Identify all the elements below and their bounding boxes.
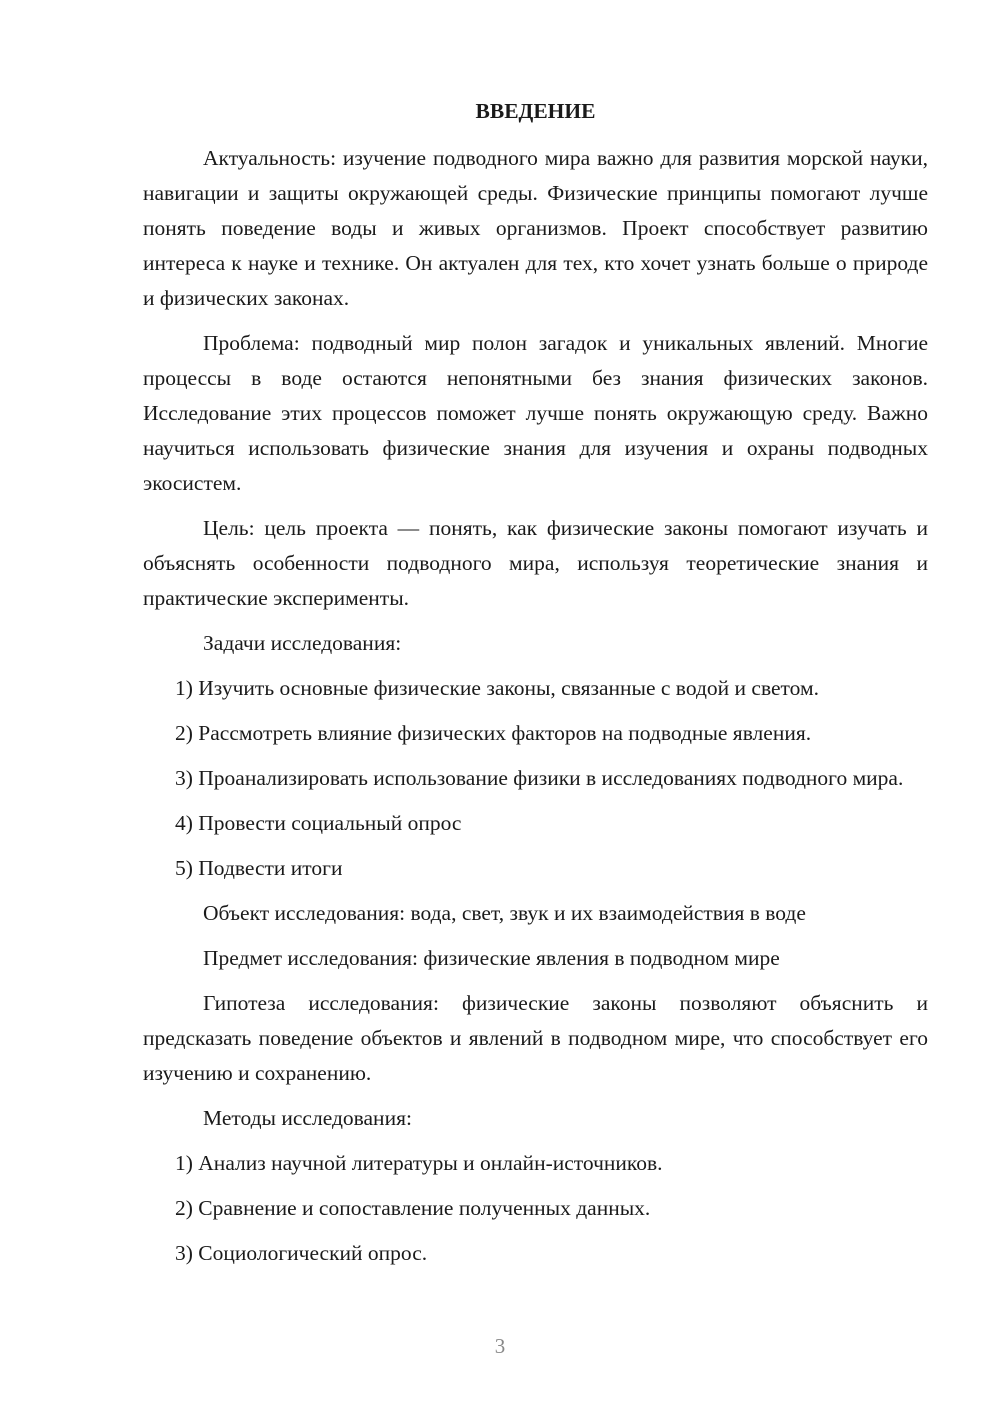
- task-item: 2) Рассмотреть влияние физических факторов на подводные явления.: [175, 721, 812, 745]
- hypothesis-paragraph: Гипотеза исследования: физические законы позволяют объяснить и предсказать поведение объектов и явлений в подводном мире, что способствует его изучению и сохранению.: [143, 991, 928, 1085]
- problem-paragraph: Проблема: подводный мир полон загадок и уникальных явлений. Многие процессы в воде остаются непонятными без знания физических законов. Исследование этих процессов поможет лучше понять окружающую среду. Важно научиться использовать физические знания для изучения и охраны подводных экосистем.: [143, 331, 928, 495]
- task-item: 3) Проанализировать использование физики в исследованиях подводного мира.: [175, 766, 904, 790]
- method-item: 3) Социологический опрос.: [175, 1241, 428, 1265]
- tasks-heading: Задачи исследования:: [203, 631, 402, 655]
- task-item: 1) Изучить основные физические законы, связанные с водой и светом.: [175, 676, 819, 700]
- page-number: 3: [494, 1334, 506, 1358]
- method-item: 2) Сравнение и сопоставление полученных данных.: [175, 1196, 651, 1220]
- subject-paragraph: Предмет исследования: физические явления в подводном мире: [203, 946, 780, 970]
- method-item: 1) Анализ научной литературы и онлайн-источников.: [175, 1151, 663, 1175]
- relevance-paragraph: Актуальность: изучение подводного мира важно для развития морской науки, навигации и защиты окружающей среды. Физические принципы помогают лучше понять поведение воды и живых организмов. Проект способствует развитию интереса к науке и технике. Он актуален для тех, кто хочет узнать больше о природе и физических законах.: [143, 146, 928, 310]
- object-paragraph: Объект исследования: вода, свет, звук и их взаимодействия в воде: [203, 901, 806, 925]
- document-page: [143, 96, 928, 1281]
- section-title: ВВЕДЕНИЕ: [475, 99, 596, 123]
- goal-paragraph: Цель: цель проекта — понять, как физические законы помогают изучать и объяснять особенности подводного мира, используя теоретические знания и практические эксперименты.: [143, 516, 928, 610]
- task-item: 5) Подвести итоги: [175, 856, 343, 880]
- task-item: 4) Провести социальный опрос: [175, 811, 462, 835]
- methods-heading: Методы исследования:: [203, 1106, 412, 1130]
